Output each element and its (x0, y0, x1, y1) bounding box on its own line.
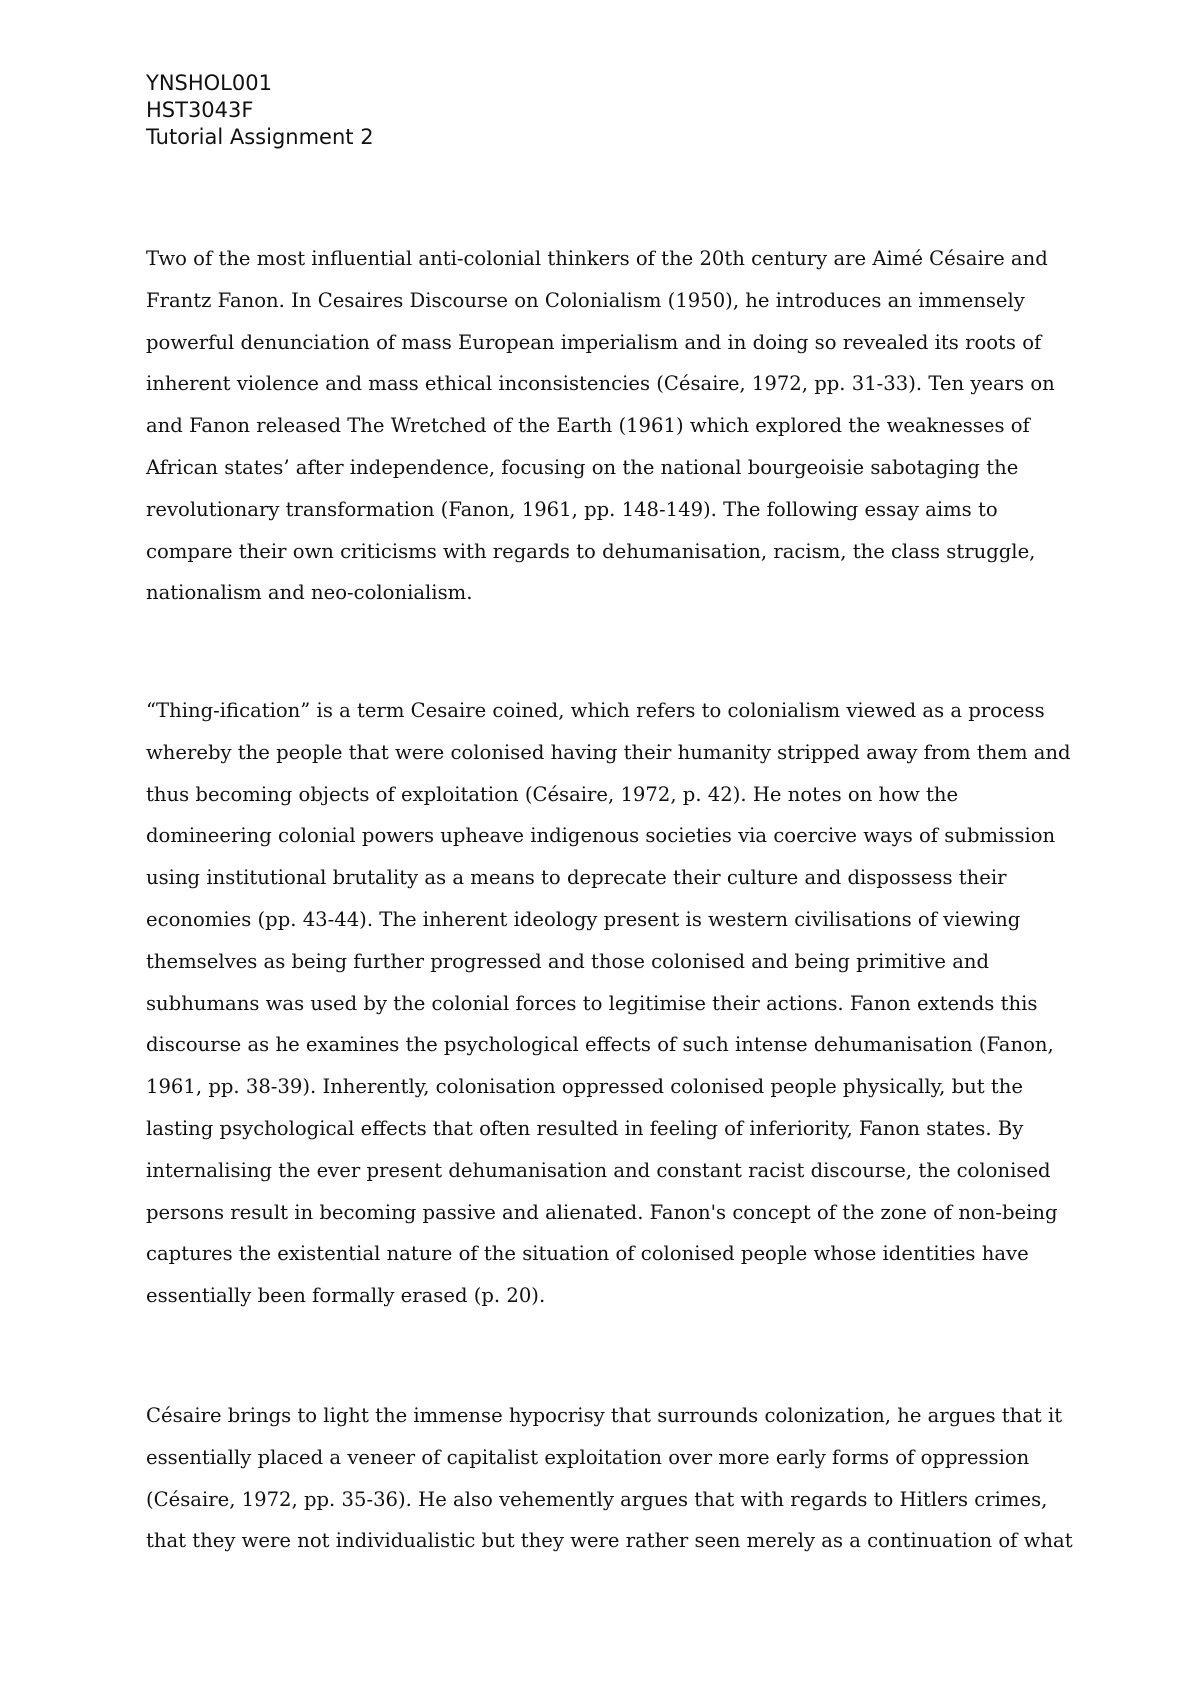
paragraph-thingification (146, 690, 1071, 1317)
text-line: whereby the people that were colonised having their humanity stripped away from them and (146, 740, 1071, 764)
text-line: using institutional brutality as a means to deprecate their culture and dispossess their (146, 866, 1007, 890)
text-line: African states’ after independence, focusing on the national bourgeoisie sabotaging the (146, 455, 1019, 479)
text-line: subhumans was used by the colonial forces to legitimise their actions. Fanon extends this (146, 991, 1038, 1015)
assignment-title: Tutorial Assignment 2 (146, 125, 374, 149)
paragraph-hypocrisy (146, 1395, 1073, 1562)
text-line: (Césaire, 1972, pp. 35-36). He also vehemently argues that with regards to Hitlers crimes, (146, 1487, 1048, 1511)
text-line: persons result in becoming passive and alienated. Fanon's concept of the zone of non-being (146, 1200, 1058, 1224)
text-line: essentially placed a veneer of capitalist exploitation over more early forms of oppression (146, 1445, 1030, 1469)
text-line: that they were not individualistic but they were rather seen merely as a continuation of what (146, 1529, 1073, 1553)
text-line: essentially been formally erased (p. 20). (146, 1284, 546, 1308)
text-line: revolutionary transformation (Fanon, 1961, pp. 148-149). The following essay aims to (146, 497, 998, 521)
text-line: captures the existential nature of the situation of colonised people whose identities have (146, 1242, 1029, 1266)
text-line: and Fanon released The Wretched of the Earth (1961) which explored the weaknesses of (146, 414, 1030, 438)
text-line: powerful denunciation of mass European imperialism and in doing so revealed its roots of (146, 330, 1042, 354)
text-line: inherent violence and mass ethical inconsistencies (Césaire, 1972, pp. 31-33). Ten years on (146, 372, 1055, 396)
paragraph-introduction (146, 238, 1056, 614)
student-id: YNSHOL001 (146, 71, 272, 95)
text-line: “Thing-ification” is a term Cesaire coined, which refers to colonialism viewed as a process (146, 699, 1045, 722)
text-line: domineering colonial powers upheave indigenous societies via coercive ways of submission (146, 824, 1056, 848)
text-line: discourse as he examines the psychological effects of such intense dehumanisation (Fanon, (146, 1033, 1054, 1057)
text-line: compare their own criticisms with regards to dehumanisation, racism, the class struggle, (146, 539, 1036, 563)
document-header (146, 70, 374, 151)
text-line: Two of the most influential anti-colonial thinkers of the 20th century are Aimé Césaire and (146, 247, 1048, 270)
text-line: themselves as being further progressed and those colonised and being primitive and (146, 949, 990, 973)
text-line: thus becoming objects of exploitation (Césaire, 1972, p. 42). He notes on how the (146, 782, 959, 806)
text-line: 1961, pp. 38-39). Inherently, colonisation oppressed colonised people physically, but the (146, 1075, 1023, 1099)
course-code: HST3043F (146, 98, 254, 122)
text-line: Frantz Fanon. In Cesaires Discourse on Colonialism (1950), he introduces an immensely (146, 288, 1025, 312)
text-line: internalising the ever present dehumanisation and constant racist discourse, the colonised (146, 1158, 1051, 1182)
text-line: economies (pp. 43-44). The inherent ideology present is western civilisations of viewing (146, 907, 1021, 931)
text-line: Césaire brings to light the immense hypocrisy that surrounds colonization, he argues that it (146, 1404, 1063, 1427)
text-line: nationalism and neo-colonialism. (146, 581, 473, 605)
text-line: lasting psychological effects that often resulted in feeling of inferiority, Fanon states. By (146, 1116, 1024, 1140)
